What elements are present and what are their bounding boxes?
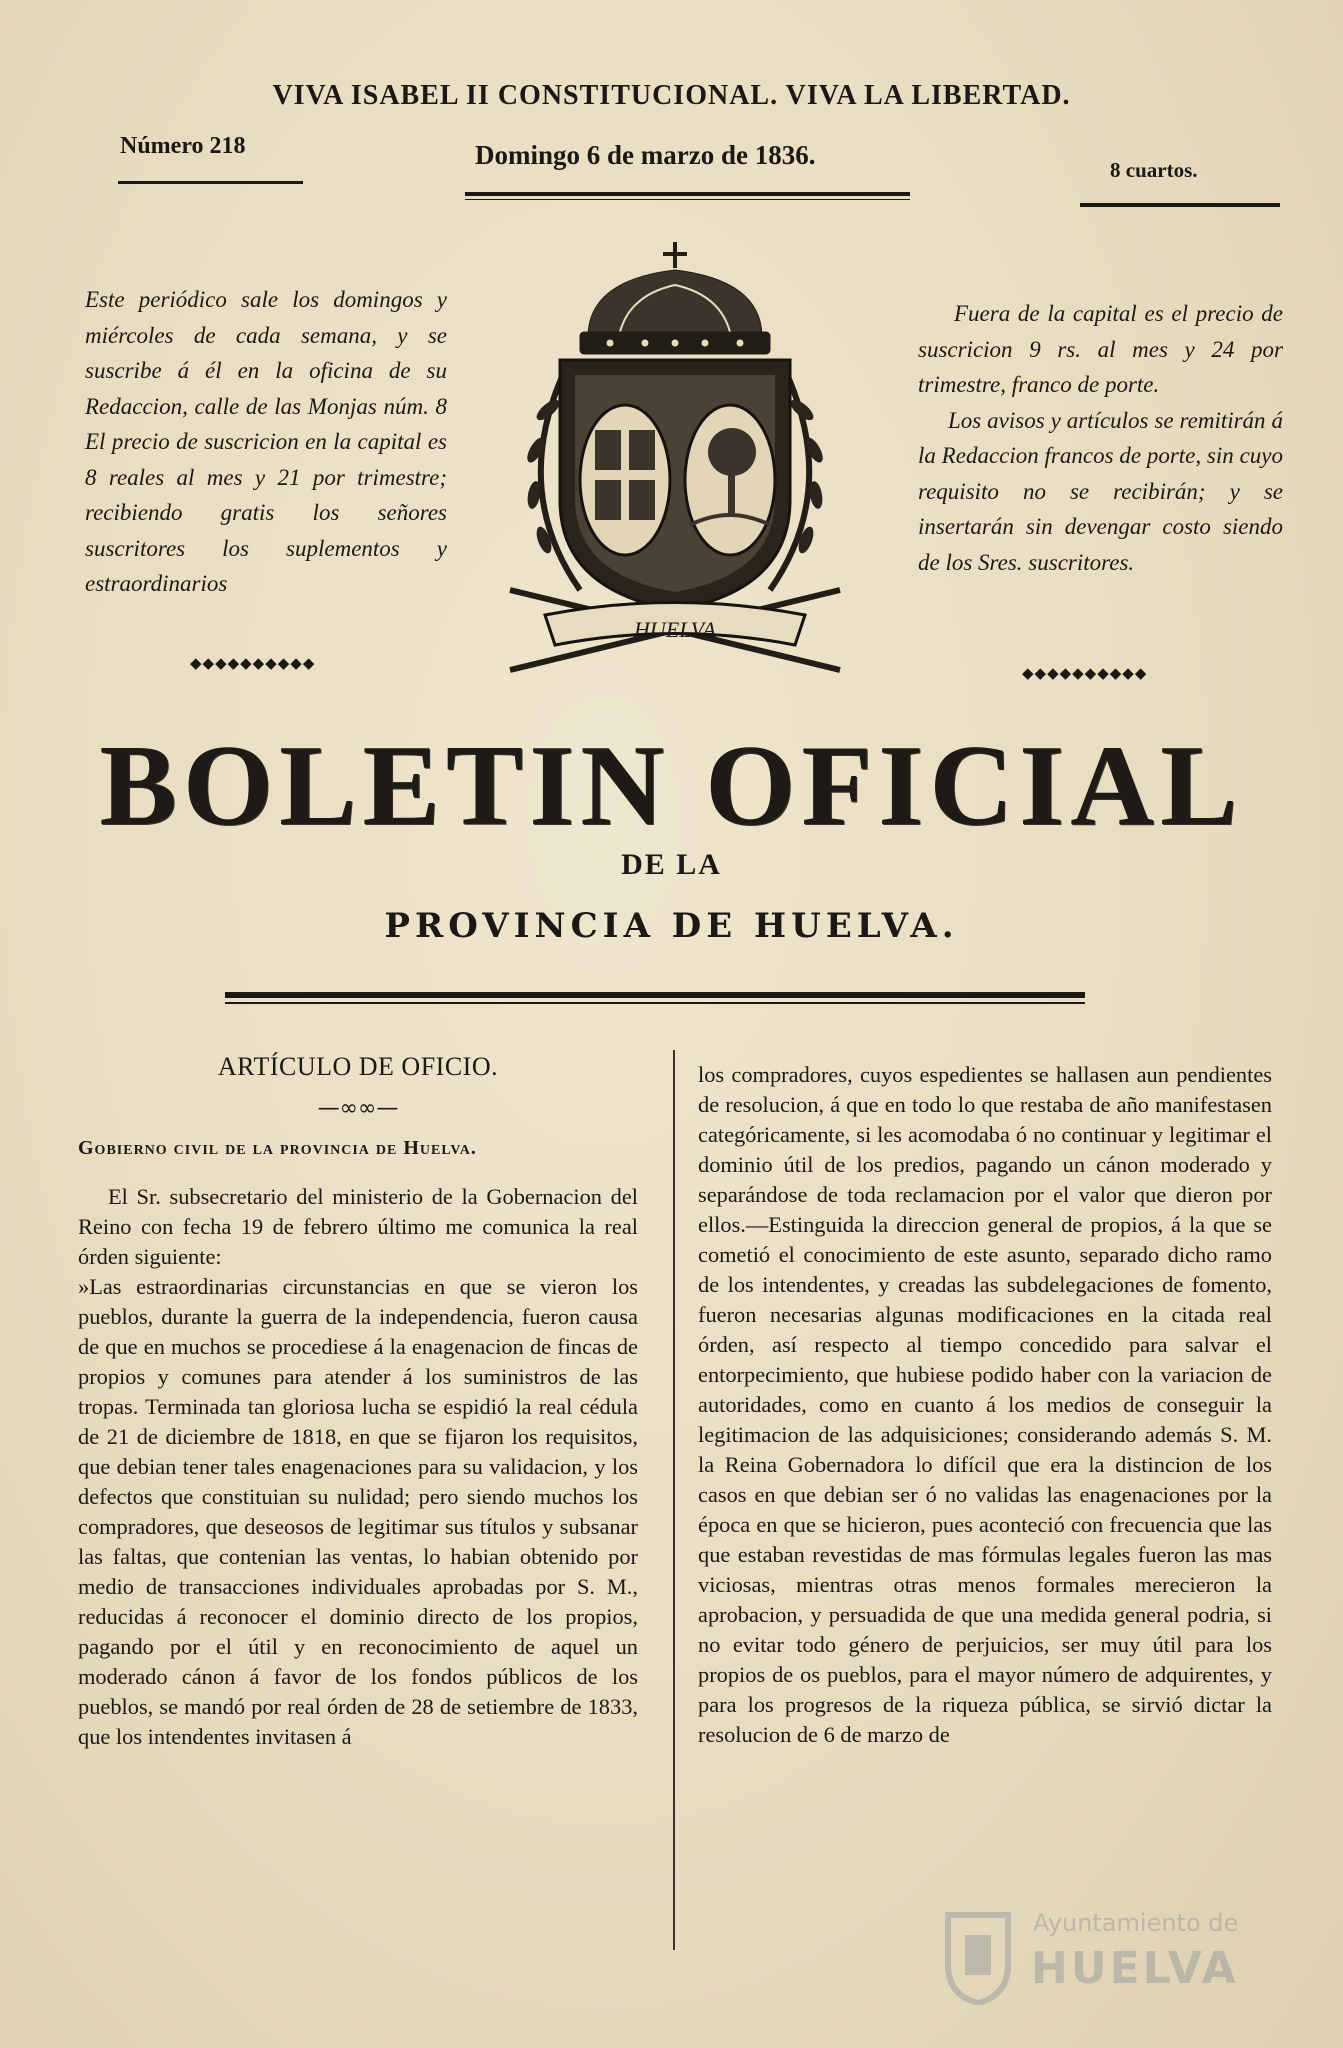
masthead-province: PROVINCIA DE HUELVA. (384, 906, 959, 946)
subscription-info-left (85, 282, 447, 602)
masthead-de-la: DE LA (621, 848, 722, 881)
header-motto: VIVA ISABEL II CONSTITUCIONAL. VIVA LA LIBERTAD. (272, 80, 1071, 111)
issue-price: 8 cuartos. (1110, 158, 1198, 182)
column-separator (673, 1050, 675, 1950)
subscription-info-right-text-1: Fuera de la capital es el precio de suscricion 9 rs. al mes y 24 por trimestre, franco de porte. (918, 301, 1283, 397)
rule-date (465, 192, 910, 196)
watermark (943, 1905, 1273, 2015)
watermark-line-2: HUELVA (1031, 1943, 1239, 1994)
subscription-info-right-text-2: Los avisos y artículos se remitirán á la Redaccion francos de porte, sin cuyo requisito no se recibirán; y se insertarán sin devengar costo siendo de los Sres. suscritores. (918, 407, 1283, 575)
rule-number (118, 181, 303, 184)
rule-price (1080, 203, 1280, 207)
ornament-stars-right: ◆◆◆◆◆◆◆◆◆◆ (1022, 664, 1148, 682)
masthead-rule-thin (225, 1002, 1085, 1004)
subscription-info-left-text: Este periódico sale los domingos y miércoles de cada semana, y se suscribe á él en la oficina de su Redaccion, calle de las Monjas núm. 8 El precio de suscricion en la capital es 8 reales al mes y 21 por trimestre; recibiendo gratis los señores suscritores los suplementos y estraordinarios (85, 287, 447, 596)
article-paragraph-2: »Las estraordinarias circunstancias en que se vieron los pueblos, durante la guerra de la independencia, fueron causa de que en muchos se procediese á la enagenacion de fincas de propios y comunes para atender á los suministros de las tropas. Terminada tan gloriosa lucha se espidió la real cédula de 21 de diciembre de 1818, en que se fijaron los requisitos, que debian tener tales enagenaciones para su validacion, y los defectos que constituian su nulidad; pero siendo muchos los compradores, que deseosos de legitimar sus títulos y subsanar las faltas, que contenian las ventas, lo habian obtenido por medio de transacciones individuales aprobadas por S. M., reducidas á reconocer el dominio directo de los propios, pagando por el útil y en reconocimiento de aquel un moderado cánon á favor de los fondos públicos de los pueblos, se mandó por real órden de 28 de setiembre de 1833, que los intendentes invitasen á (78, 1274, 638, 1749)
issue-number: Número 218 (120, 133, 246, 159)
article-paragraph-3: los compradores, cuyos espedientes se hallasen aun pendientes de resolucion, á que en todo lo que restaba de año manifestasen categóricamente, si les acomodaba ó no continuar y legitimar el dominio útil de los predios, pagando un cánon moderado y separándose de toda reclamacion por el valor que dieron por ellos.—Estinguida la direccion general de propios, á la que se cometió el conocimiento de este asunto, separado dicho ramo de los intendentes, y creadas las subdelegaciones de fomento, fueron necesarias algunas modificaciones en la citada real órden, así respecto al tiempo concedido para salvar el entorpecimiento, que hubiese podido haber con la variacion de autoridades, como en cuanto á los medios de conseguir la legitimacion de las adquisiciones; considerando además S. M. la Reina Gobernadora lo difícil que era la distincion de los casos en que debian ser ó no validas las enagenaciones por la época en que se hicieron, pues aconteció con frecuencia que las que estaban revestidas de mas fórmulas legales fueron las mas viciosas, mientras otras menos formales merecieron la aprobacion, y persuadida de que una medida general podria, si no evitar todo género de perjuicios, ser muy útil para los propios de os pueblos, para el mayor número de adquirentes, y para los progresos de la riqueza pública, se sirvió dictar la resolucion de 6 de marzo de (698, 1062, 1272, 1747)
masthead-title: BOLETIN OFICIAL (99, 722, 1244, 850)
emblem-banner-text: HUELVA (634, 617, 716, 642)
masthead-rule-thick (225, 992, 1085, 998)
watermark-line-1: Ayuntamiento de (1033, 1909, 1239, 1937)
article-paragraph-1: El Sr. subsecretario del ministerio de la Gobernacion del Reino con fecha 19 de febrero último me comunica la real órden siguiente: (78, 1184, 638, 1269)
ornament-stars-left: ◆◆◆◆◆◆◆◆◆◆ (190, 654, 316, 672)
rule-date-thin (465, 199, 910, 200)
article-column-left (78, 1052, 638, 1752)
section-heading: ARTÍCULO DE OFICIO. (217, 1052, 499, 1081)
article-body-left (78, 1182, 638, 1752)
subscription-info-right (918, 296, 1283, 580)
article-heading: Gobierno civil de la provincia de Huelva. (78, 1137, 477, 1159)
article-column-right (698, 1060, 1272, 1750)
coat-of-arms-icon (470, 240, 880, 690)
city-shield-icon (943, 1905, 1013, 2005)
issue-date: Domingo 6 de marzo de 1836. (475, 140, 816, 170)
section-ornament: —∞∞— (317, 1096, 399, 1121)
